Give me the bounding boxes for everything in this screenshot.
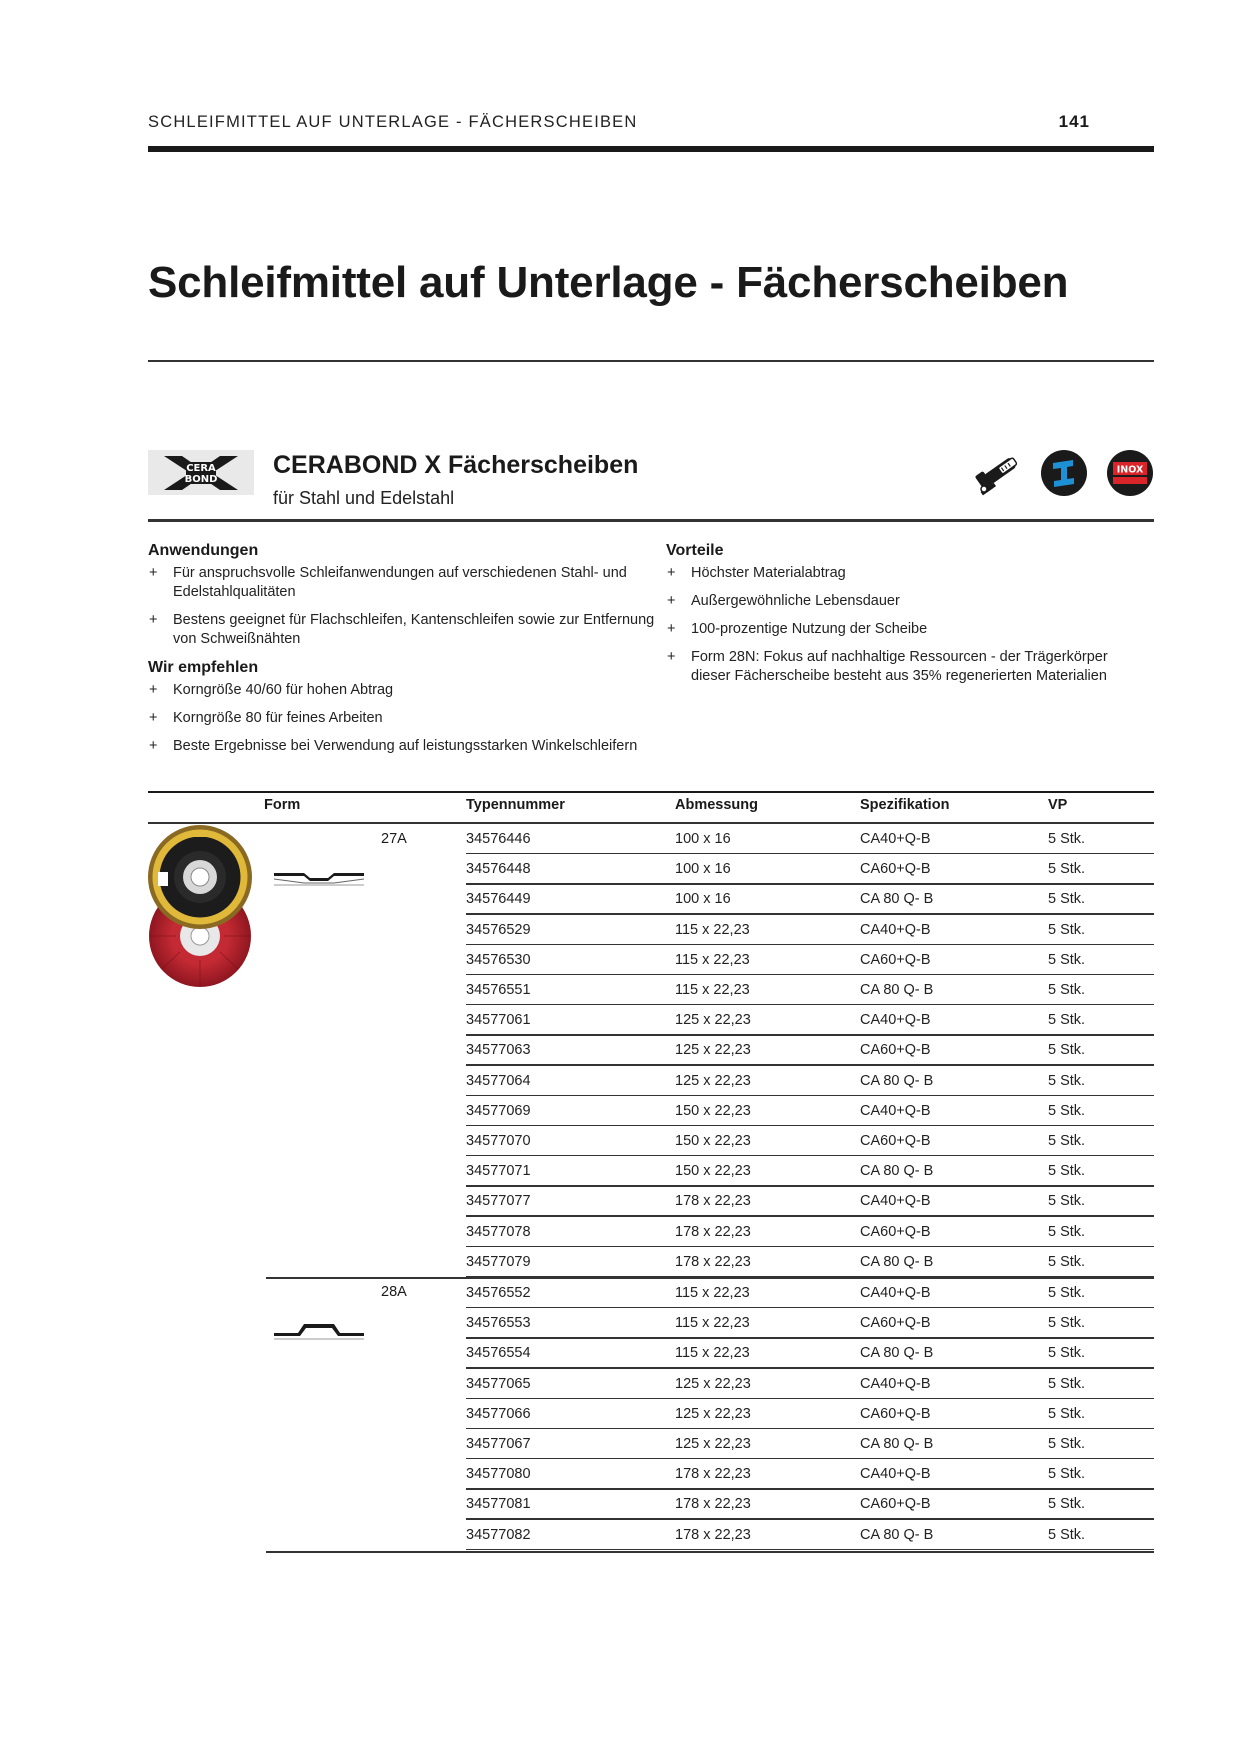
anwendungen-heading: Anwendungen — [148, 542, 259, 559]
shape-27a-icon — [272, 866, 366, 890]
specification-cell: CA60+Q-B — [860, 951, 931, 968]
table-row — [466, 1369, 1154, 1399]
form-label-28a: 28A — [381, 1284, 407, 1300]
dimension-cell: 150 x 22,23 — [675, 1163, 751, 1180]
specification-cell: CA40+Q-B — [860, 1193, 931, 1210]
specification-cell: CA40+Q-B — [860, 1012, 931, 1029]
dimension-cell: 125 x 22,23 — [675, 1375, 751, 1392]
dimension-cell: 178 x 22,23 — [675, 1253, 751, 1270]
list-item: + 100-prozentige Nutzung der Scheibe — [667, 621, 928, 637]
vp-cell: 5 Stk. — [1048, 921, 1086, 938]
specification-cell: CA40+Q-B — [860, 1466, 931, 1483]
empfehlen-list — [148, 681, 668, 756]
table-row — [466, 854, 1154, 884]
list-item: + Form 28N: Fokus auf nachhaltige Ressourcen - der Trägerkörper dieser Fächerscheibe besteht aus 35% regenerierten Materialien — [667, 649, 1108, 684]
type-number-cell: 34577082 — [466, 1526, 531, 1543]
table-row — [466, 1247, 1154, 1277]
list-item: + Korngröße 40/60 für hohen Abtrag — [149, 682, 394, 698]
type-number-cell: 34576446 — [466, 831, 531, 847]
dimension-cell: 178 x 22,23 — [675, 1526, 751, 1543]
specification-cell: CA 80 Q- B — [860, 1163, 934, 1180]
table-row — [466, 1186, 1154, 1216]
table-row — [466, 1126, 1154, 1156]
shape-28a-icon — [272, 1318, 366, 1342]
dimension-cell: 125 x 22,23 — [675, 1012, 751, 1029]
table-row — [466, 1399, 1154, 1429]
vp-cell: 5 Stk. — [1048, 1466, 1086, 1483]
specification-cell: CA60+Q-B — [860, 861, 931, 878]
dimension-cell: 115 x 22,23 — [675, 921, 750, 938]
specification-cell: CA 80 Q- B — [860, 1072, 934, 1089]
column-header-type: Typennummer — [466, 797, 565, 813]
type-number-cell: 34576448 — [466, 861, 531, 878]
table-header — [148, 797, 1154, 821]
type-number-cell: 34577067 — [466, 1436, 531, 1452]
table-row — [466, 1066, 1154, 1096]
svg-text:CERA: CERA — [186, 462, 216, 474]
type-number-cell: 34577078 — [466, 1223, 531, 1240]
vp-cell: 5 Stk. — [1048, 1012, 1086, 1029]
vp-cell: 5 Stk. — [1048, 831, 1086, 847]
type-number-cell: 34577069 — [466, 1102, 531, 1119]
specification-cell: CA60+Q-B — [860, 1496, 931, 1513]
steel-icon — [1040, 449, 1088, 497]
product-photo — [148, 824, 254, 992]
vorteile-heading: Vorteile — [666, 542, 724, 559]
table-row — [466, 1005, 1154, 1035]
cerabond-logo — [148, 450, 254, 495]
product-subtitle: für Stahl und Edelstahl — [273, 488, 455, 508]
product-name: CERABOND X Fächerscheiben — [273, 451, 639, 479]
type-number-cell: 34577064 — [466, 1072, 531, 1089]
table-top-rule — [148, 791, 1154, 793]
flap-disc-image — [148, 824, 254, 992]
angle-grinder-icon — [972, 449, 1024, 501]
list-item: + Beste Ergebnisse bei Verwendung auf leistungsstarken Winkelschleifern — [149, 738, 638, 754]
vorteile-list — [666, 564, 1126, 686]
list-item: + Höchster Materialabtrag — [667, 565, 846, 581]
section-rule — [148, 519, 1154, 522]
specification-cell: CA 80 Q- B — [860, 1345, 934, 1362]
table-row — [466, 1217, 1154, 1247]
vp-cell: 5 Stk. — [1048, 1102, 1086, 1119]
vp-cell: 5 Stk. — [1048, 951, 1086, 968]
dimension-cell: 150 x 22,23 — [675, 1133, 751, 1149]
specification-cell: CA40+Q-B — [860, 921, 931, 938]
vp-cell: 5 Stk. — [1048, 1315, 1086, 1332]
vp-cell: 5 Stk. — [1048, 1436, 1086, 1452]
table-row — [466, 945, 1154, 975]
page-title: Schleifmittel auf Unterlage - Fächerscheiben — [148, 258, 1069, 307]
form-label-27a: 27A — [381, 831, 407, 847]
vp-cell: 5 Stk. — [1048, 1526, 1086, 1543]
dimension-cell: 115 x 22,23 — [675, 1345, 750, 1362]
dimension-cell: 100 x 16 — [675, 861, 731, 878]
header-rule — [148, 146, 1154, 152]
specification-cell: CA 80 Q- B — [860, 1253, 934, 1270]
vp-cell: 5 Stk. — [1048, 891, 1086, 908]
type-number-cell: 34576530 — [466, 951, 531, 968]
type-number-cell: 34577080 — [466, 1466, 531, 1483]
table-row — [466, 1429, 1154, 1459]
dimension-cell: 125 x 22,23 — [675, 1405, 751, 1422]
title-rule — [148, 360, 1154, 362]
type-number-cell: 34576552 — [466, 1285, 531, 1301]
dimension-cell: 125 x 22,23 — [675, 1436, 751, 1452]
table-row — [466, 1520, 1154, 1550]
type-number-cell: 34577063 — [466, 1042, 531, 1059]
type-number-cell: 34577061 — [466, 1012, 531, 1029]
specification-cell: CA40+Q-B — [860, 1102, 931, 1119]
dimension-cell: 178 x 22,23 — [675, 1466, 751, 1483]
specification-cell: CA 80 Q- B — [860, 1526, 934, 1543]
vp-cell: 5 Stk. — [1048, 982, 1086, 998]
type-number-cell: 34577070 — [466, 1133, 531, 1149]
specification-cell: CA 80 Q- B — [860, 1436, 934, 1452]
specification-cell: CA60+Q-B — [860, 1405, 931, 1422]
specification-cell: CA60+Q-B — [860, 1223, 931, 1240]
type-number-cell: 34576553 — [466, 1315, 531, 1332]
dimension-cell: 115 x 22,23 — [675, 1315, 750, 1332]
vp-cell: 5 Stk. — [1048, 1072, 1086, 1089]
dimension-cell: 150 x 22,23 — [675, 1102, 751, 1119]
dimension-cell: 178 x 22,23 — [675, 1496, 751, 1513]
vp-cell: 5 Stk. — [1048, 1163, 1086, 1180]
specification-cell: CA 80 Q- B — [860, 982, 934, 998]
specification-cell: CA40+Q-B — [860, 831, 931, 847]
column-header-specification: Spezifikation — [860, 797, 950, 813]
table-row — [466, 884, 1154, 914]
list-item: + Korngröße 80 für feines Arbeiten — [149, 710, 383, 726]
specification-cell: CA60+Q-B — [860, 1315, 931, 1332]
dimension-cell: 178 x 22,23 — [675, 1223, 751, 1240]
specification-cell: CA60+Q-B — [860, 1042, 931, 1059]
table-row — [466, 1489, 1154, 1519]
inox-icon — [1106, 449, 1154, 497]
dimension-cell: 115 x 22,23 — [675, 982, 750, 998]
vp-cell: 5 Stk. — [1048, 1285, 1086, 1301]
type-number-cell: 34576529 — [466, 921, 531, 938]
vp-cell: 5 Stk. — [1048, 1496, 1086, 1513]
type-number-cell: 34576554 — [466, 1345, 531, 1362]
dimension-cell: 125 x 22,23 — [675, 1072, 751, 1089]
vp-cell: 5 Stk. — [1048, 1133, 1086, 1149]
table-row — [466, 1156, 1154, 1186]
dimension-cell: 115 x 22,23 — [675, 1285, 750, 1301]
right-column — [666, 542, 1126, 695]
column-header-dimension: Abmessung — [675, 797, 758, 813]
running-header: SCHLEIFMITTEL AUF UNTERLAGE - FÄCHERSCHEIBEN — [148, 113, 638, 131]
vp-cell: 5 Stk. — [1048, 1405, 1086, 1422]
table-row — [466, 1096, 1154, 1126]
specification-cell: CA60+Q-B — [860, 1133, 931, 1149]
table-bottom-rule — [266, 1551, 1154, 1553]
table-row — [466, 1035, 1154, 1065]
table-row — [466, 915, 1154, 945]
table-row — [466, 1459, 1154, 1489]
table-row — [466, 1308, 1154, 1338]
anwendungen-list — [148, 564, 668, 649]
type-number-cell: 34576551 — [466, 982, 531, 998]
table-row — [466, 1338, 1154, 1368]
page-number: 141 — [1058, 112, 1090, 131]
specification-cell: CA 80 Q- B — [860, 891, 934, 908]
inox-label: INOX — [1116, 464, 1144, 476]
left-column — [148, 542, 668, 765]
type-number-cell: 34577071 — [466, 1163, 531, 1180]
dimension-cell: 100 x 16 — [675, 831, 731, 847]
column-header-form: Form — [264, 797, 301, 813]
specification-cell: CA40+Q-B — [860, 1285, 931, 1301]
empfehlen-heading: Wir empfehlen — [148, 659, 259, 676]
dimension-cell: 100 x 16 — [675, 891, 731, 908]
table-row — [466, 824, 1154, 854]
svg-text:BOND: BOND — [184, 473, 218, 485]
list-item: + Für anspruchsvolle Schleifanwendungen auf verschiedenen Stahl- und Edelstahlqualitäten — [149, 565, 627, 600]
type-number-cell: 34577066 — [466, 1405, 531, 1422]
list-item: + Bestens geeignet für Flachschleifen, Kantenschleifen sowie zur Entfernung von Schweißnähten — [149, 612, 655, 647]
list-item: + Außergewöhnliche Lebensdauer — [667, 593, 900, 609]
vp-cell: 5 Stk. — [1048, 1345, 1086, 1362]
table-row — [466, 975, 1154, 1005]
vp-cell: 5 Stk. — [1048, 1042, 1086, 1059]
type-number-cell: 34576449 — [466, 891, 531, 908]
specification-cell: CA40+Q-B — [860, 1375, 931, 1392]
type-number-cell: 34577077 — [466, 1193, 531, 1210]
column-header-vp: VP — [1048, 797, 1068, 813]
dimension-cell: 115 x 22,23 — [675, 951, 750, 968]
dimension-cell: 178 x 22,23 — [675, 1193, 751, 1210]
table-row — [466, 1278, 1154, 1308]
vp-cell: 5 Stk. — [1048, 1375, 1086, 1392]
type-number-cell: 34577065 — [466, 1375, 531, 1392]
dimension-cell: 125 x 22,23 — [675, 1042, 751, 1059]
vp-cell: 5 Stk. — [1048, 1223, 1086, 1240]
cerabond-logo-icon — [160, 454, 242, 492]
type-number-cell: 34577081 — [466, 1496, 531, 1513]
vp-cell: 5 Stk. — [1048, 1193, 1086, 1210]
vp-cell: 5 Stk. — [1048, 1253, 1086, 1270]
vp-cell: 5 Stk. — [1048, 861, 1086, 878]
type-number-cell: 34577079 — [466, 1253, 531, 1270]
